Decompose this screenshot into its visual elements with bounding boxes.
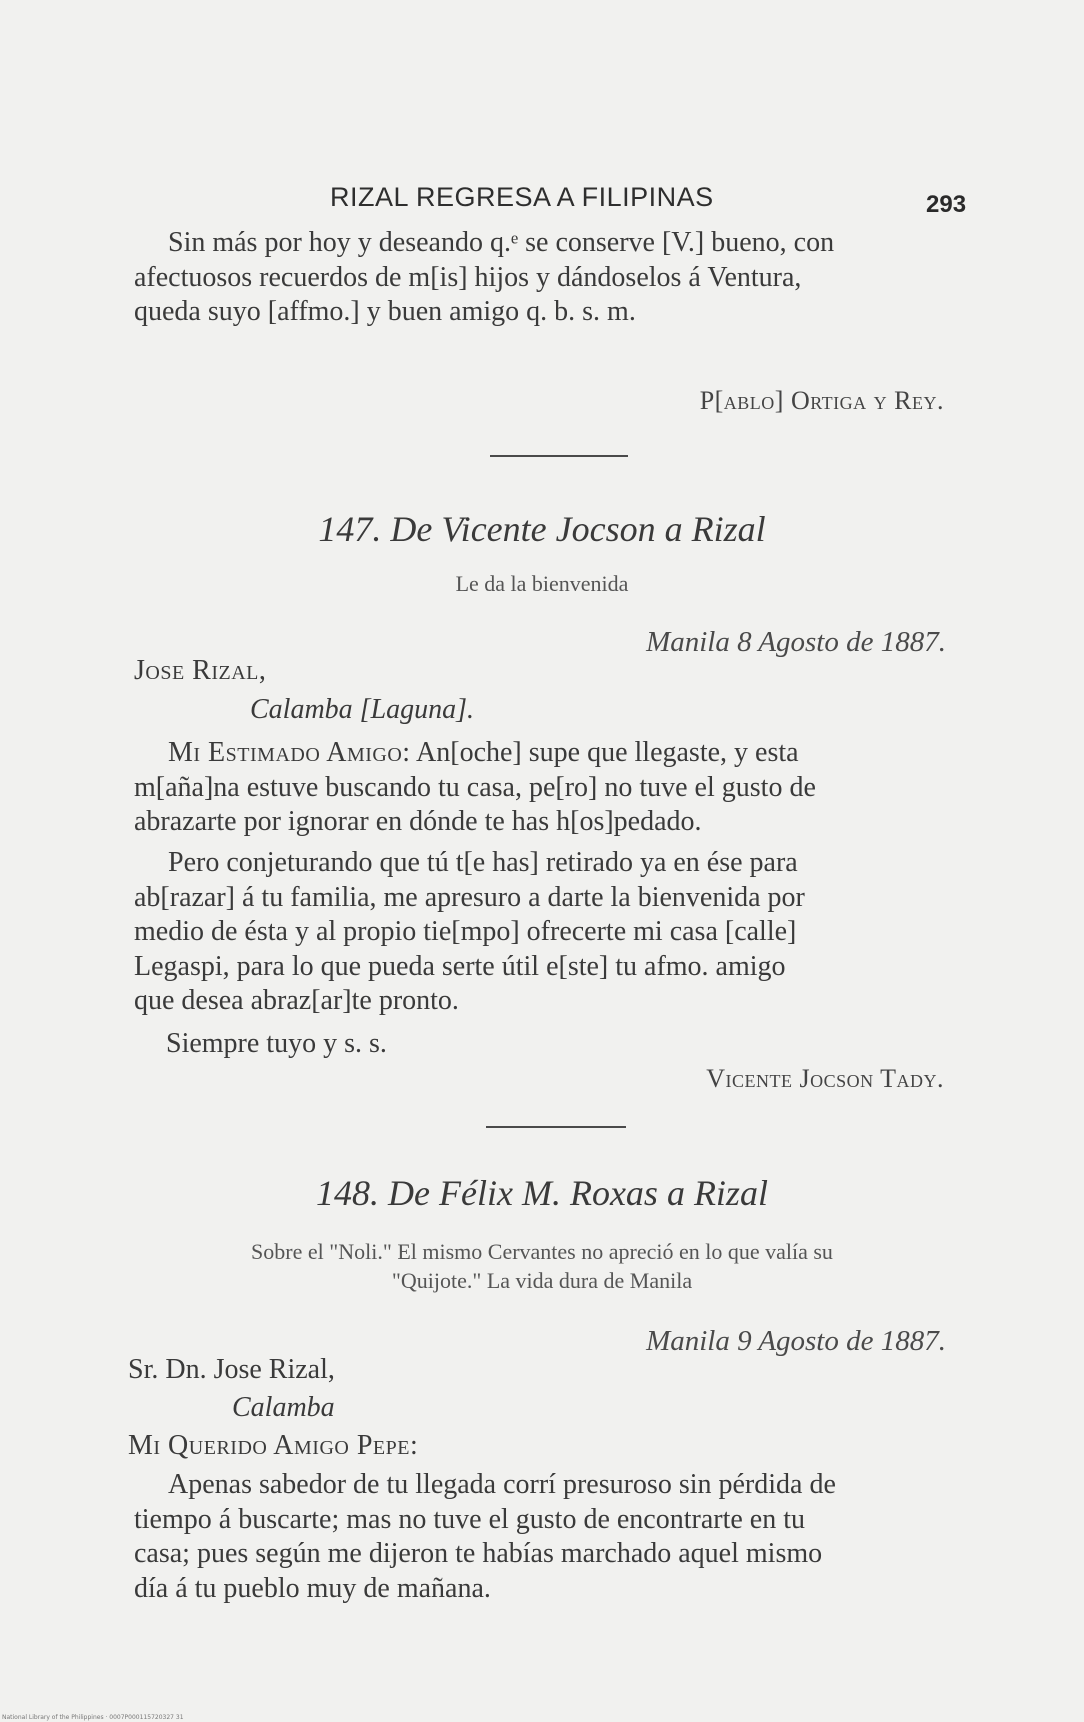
archive-stamp: National Library of the Philippines · 0007P000115720327 31 [2,1714,184,1721]
letter-148-subtitle [120,1237,964,1295]
letter-147-addressee: Jose Rizal, [134,655,267,686]
letter-148-body-1 [134,1468,974,1606]
letter-147-title: 147. De Vicente Jocson a Rizal [318,509,766,549]
text-line: Legaspi, para lo que pueda serte útil e[ste] tu afmo. amigo [134,950,786,982]
text-line: Apenas sabedor de tu llegada corrí presuroso sin pérdida de [168,1469,836,1500]
letter-147-dateline: Manila 8 Agosto de 1887. [646,626,946,658]
letter-148-title: 148. De Félix M. Roxas a Rizal [316,1173,768,1213]
text-line: abrazarte por ignorar en dónde te has h[os]pedado. [134,806,702,837]
signature-ortiga: P[ablo] Ortiga y Rey. [699,386,944,415]
subtitle-line: Sobre el "Noli." El mismo Cervantes no apreció en lo que valía su [251,1239,833,1264]
letter-147-subtitle: Le da la bienvenida [455,571,629,596]
text-line: tiempo á buscarte; mas no tuve el gusto de encontrarte en tu [134,1503,806,1535]
text-line [134,736,974,771]
letter-148-dateline: Manila 9 Agosto de 1887. [646,1325,946,1357]
closing-paragraph [134,226,974,330]
text-line: ab[razar] á tu familia, me apresuro a darte la bienvenida por [134,881,805,913]
running-title: RIZAL REGRESA A FILIPINAS [330,182,714,212]
letter-147-closing: Siempre tuyo y s. s. [166,1028,387,1059]
letter-147-body-2 [134,846,974,1019]
letter-148-salutation: Mi Querido Amigo Pepe: [128,1430,419,1461]
section-divider [486,1126,626,1128]
text-line: Sin más por hoy y deseando q.ᵉ se conserve [V.] bueno, con [168,227,835,258]
text-line: m[aña]na estuve buscando tu casa, pe[ro] no tuve el gusto de [134,771,816,803]
text-line: que desea abraz[ar]te pronto. [134,985,459,1016]
text-fragment: An[oche] supe que llegaste, y esta [416,737,799,768]
subtitle-line: "Quijote." La vida dura de Manila [391,1268,693,1293]
text-line: casa; pues según me dijeron te habías marchado aquel mismo [134,1538,823,1569]
signature-jocson: Vicente Jocson Tady. [706,1064,944,1093]
text-line: afectuosos recuerdos de m[is] hijos y dándoselos á Ventura, [134,261,802,293]
text-line: Pero conjeturando que tú t[e has] retirado ya en ése para [168,847,798,878]
section-divider [490,455,628,457]
letter-147-body-1 [134,736,974,840]
letter-148-place: Calamba [232,1392,335,1423]
text-line: medio de ésta y al propio tie[mpo] ofrecerte mi casa [calle] [134,916,797,947]
page-number: 293 [926,191,967,218]
letter-148-addressee: Sr. Dn. Jose Rizal, [128,1354,335,1385]
text-line: día á tu pueblo muy de mañana. [134,1572,491,1604]
letter-147-salutation: Mi Estimado Amigo: [168,737,411,768]
letter-147-place: Calamba [Laguna]. [250,694,475,725]
text-line: queda suyo [affmo.] y buen amigo q. b. s. m. [134,296,636,327]
